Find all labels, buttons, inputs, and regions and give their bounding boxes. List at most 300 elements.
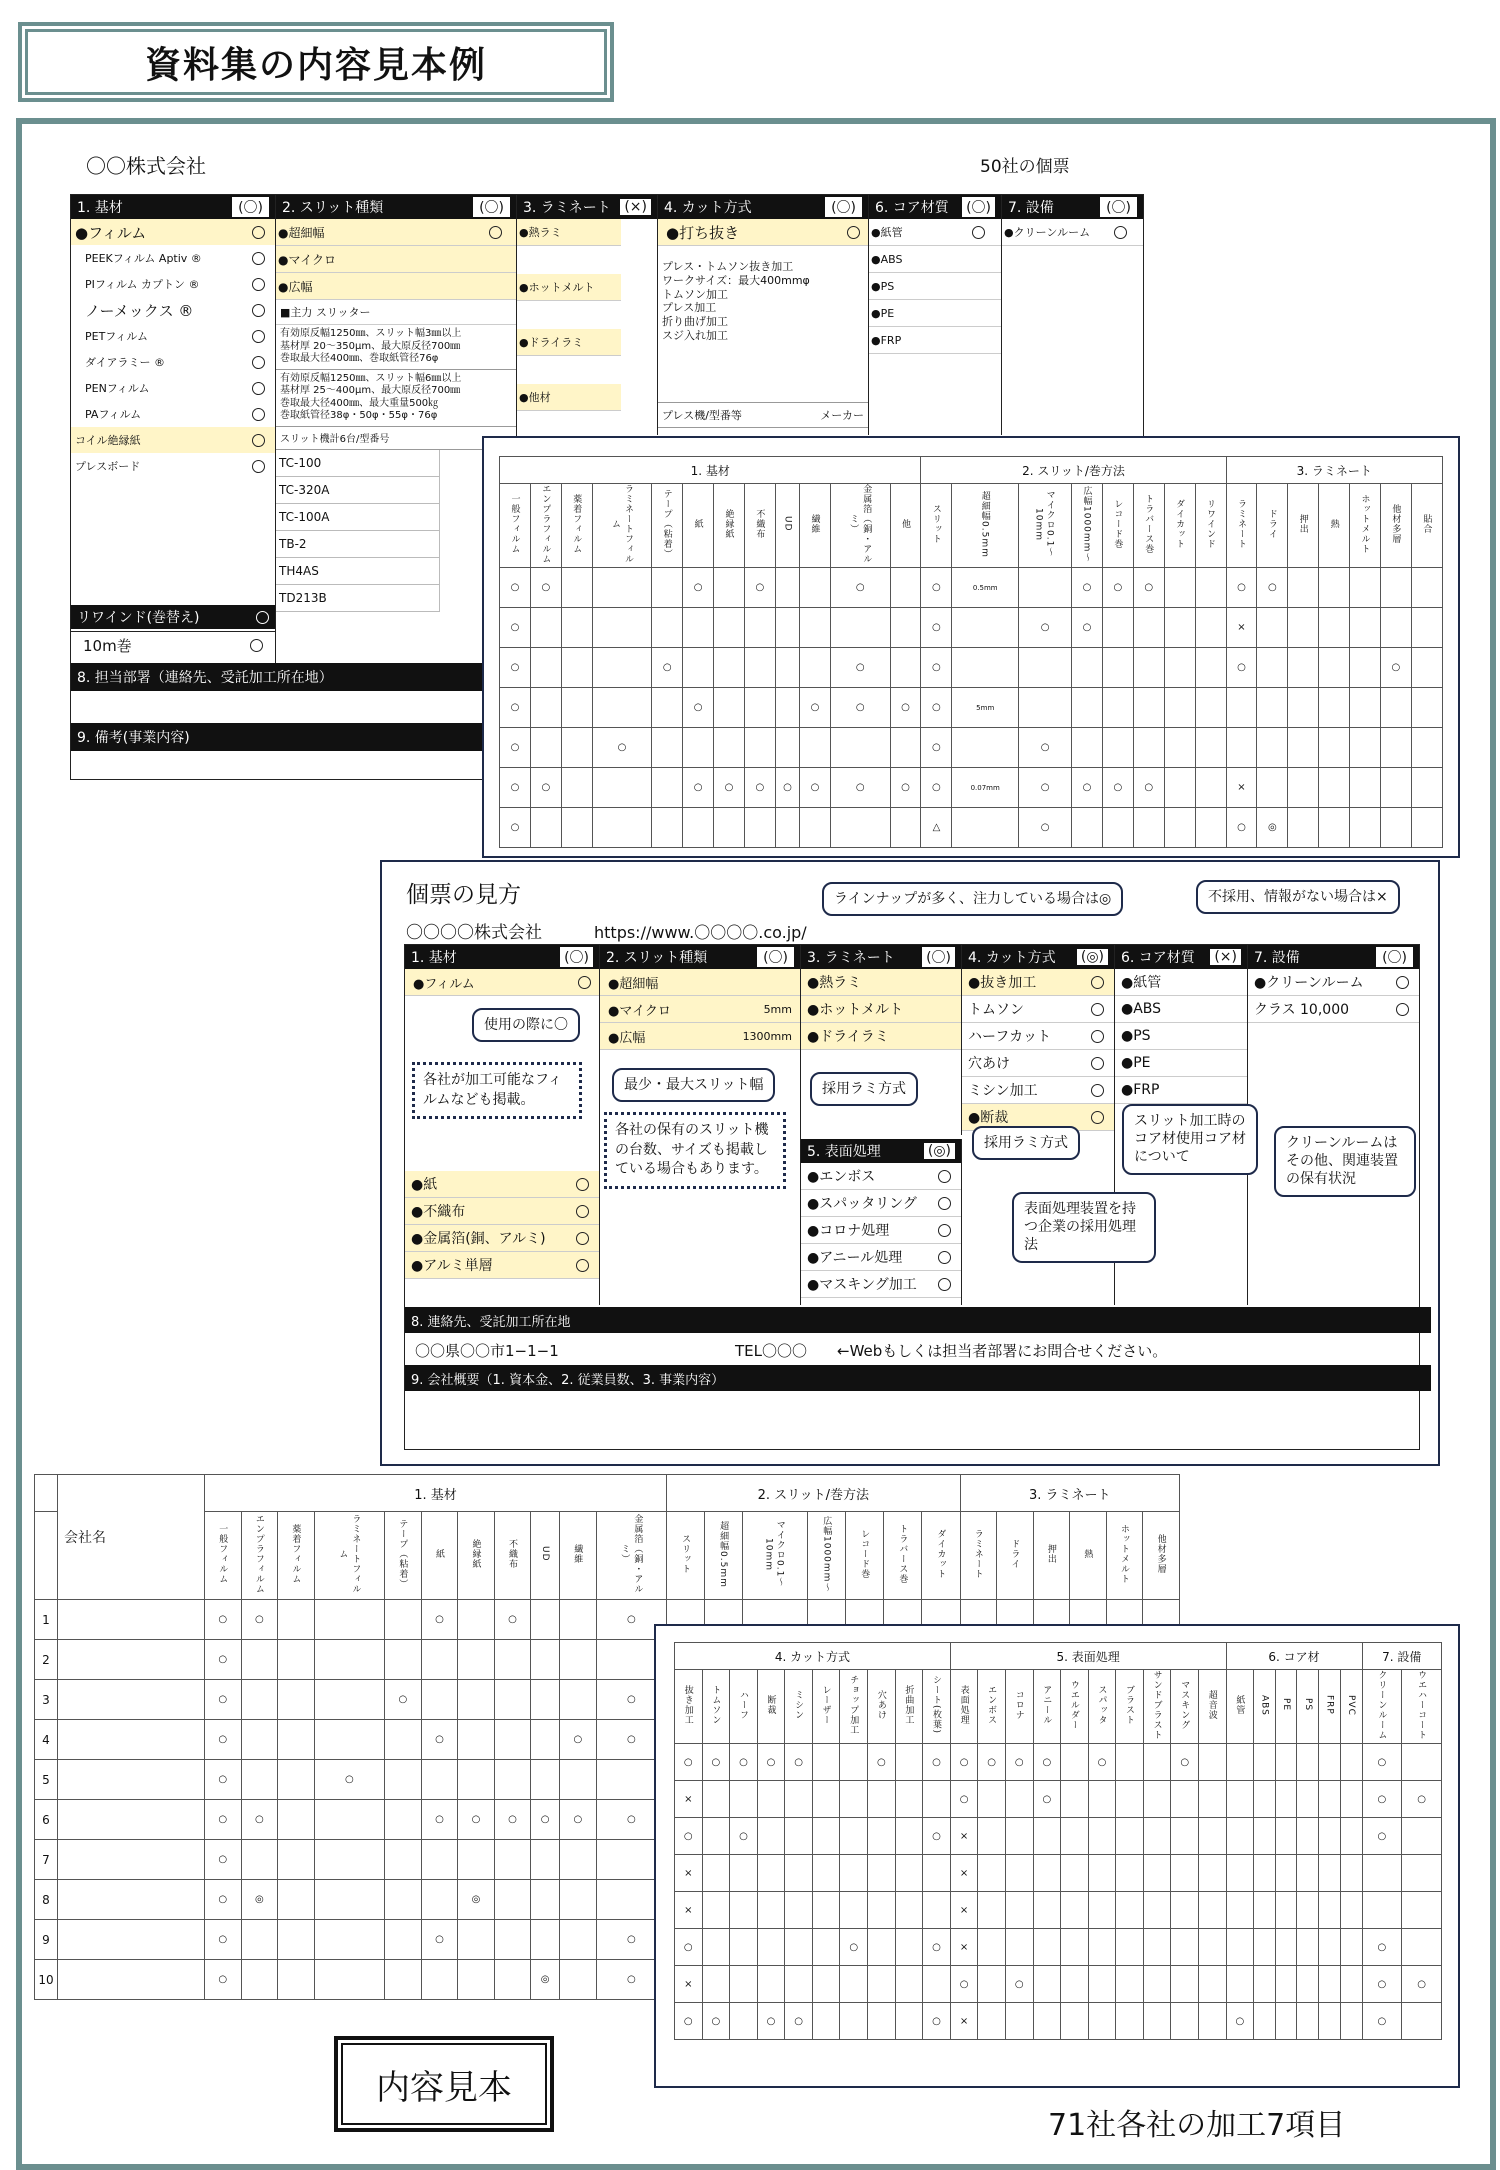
col6-items — [869, 219, 1001, 354]
grid1-cell — [1133, 688, 1164, 728]
grid1-cell — [714, 688, 745, 728]
grid3-cell — [1005, 1818, 1033, 1855]
grid3-cell: ○ — [675, 1744, 703, 1781]
grid3-cell — [1402, 1855, 1442, 1892]
grid3-cell — [1198, 1744, 1226, 1781]
grid2-col-label: UD — [540, 1546, 551, 1562]
g2-item0: ●超細幅 — [608, 976, 659, 992]
grid1-cell — [1019, 568, 1072, 608]
grid1-cell — [1164, 728, 1195, 768]
g3-items — [801, 969, 961, 1050]
col1-item-circle — [252, 226, 265, 239]
grid1-cell — [683, 728, 714, 768]
grid3-cell: ○ — [702, 2003, 730, 2040]
grid1-col-label: エンプラフィルム — [540, 484, 551, 564]
grid3-cell — [757, 1818, 785, 1855]
g2-item2: ●広幅 — [608, 1030, 646, 1046]
grid1-col-head — [775, 484, 799, 568]
col3-item — [517, 274, 621, 301]
grid3-cell — [1226, 1781, 1254, 1818]
grid1-cell: ○ — [500, 608, 531, 648]
g4-mark: (◎) — [1077, 949, 1108, 965]
grid1-cell — [1195, 648, 1226, 688]
col6-item-label: ●PE — [871, 306, 895, 320]
grid3-cell — [1362, 1855, 1402, 1892]
guide-tel: TEL〇〇〇 — [735, 1341, 807, 1360]
grid1-cell: ○ — [1133, 768, 1164, 808]
sheet1-col6 — [869, 195, 1002, 435]
grid3-cell — [1319, 1966, 1341, 2003]
grid2-col-head — [458, 1512, 495, 1600]
grid3-cell — [1254, 1966, 1276, 2003]
grid2-cell: ○ — [205, 1600, 242, 1640]
guide-address-row — [405, 1335, 1419, 1365]
grid3-cell: ○ — [840, 1929, 868, 1966]
grid3-cell: ○ — [950, 1966, 978, 2003]
grid3-cell — [1275, 2003, 1297, 2040]
grid2-cell: ○ — [596, 1800, 666, 1840]
grid1-cell: ○ — [830, 688, 890, 728]
grid3-col-head — [1116, 1670, 1144, 1744]
grid1-cell — [1411, 728, 1442, 768]
grid1-cell — [1411, 648, 1442, 688]
grid3-cell — [1275, 1929, 1297, 1966]
grid3-cell — [840, 1818, 868, 1855]
grid2-cell — [560, 1920, 597, 1960]
g-col1-circle — [576, 1259, 589, 1272]
grid2-row-num: 5 — [35, 1760, 58, 1800]
grid3-cell — [1116, 1781, 1144, 1818]
grid2-col-label: 超細幅0.5mm — [718, 1520, 729, 1588]
grid1-col-head — [1164, 484, 1195, 568]
grid3-cell — [978, 1966, 1006, 2003]
grid3-cell — [1275, 1966, 1297, 2003]
grid2-cell — [278, 1960, 315, 2000]
grid3-cell — [895, 1744, 923, 1781]
grid3-cell — [730, 1781, 758, 1818]
grid2-cell — [241, 1840, 278, 1880]
g-col5-item — [801, 1244, 961, 1271]
grid1-cell: ○ — [1226, 808, 1257, 848]
grid3-cell — [1088, 1781, 1116, 1818]
grid2-cell — [241, 1720, 278, 1760]
grid2-company — [58, 1760, 205, 1800]
grid1-cell — [1133, 728, 1164, 768]
grid1-col-head — [921, 484, 952, 568]
grid3-cell: ○ — [950, 1781, 978, 1818]
grid3-cell: ○ — [675, 2003, 703, 2040]
grid1-cell — [1319, 768, 1350, 808]
grid2-group-head: 3. ラミネート — [960, 1475, 1180, 1512]
grid1-col-head — [1288, 484, 1319, 568]
grid2-row-num: 10 — [35, 1960, 58, 2000]
grid3-cell — [812, 2003, 840, 2040]
g-col5-label: ●アニール処理 — [807, 1250, 903, 1266]
callout-core: スリット加工時のコア材使用コア材について — [1122, 1104, 1258, 1175]
grid3-col-head — [1061, 1670, 1089, 1744]
grid3-col-label: PVC — [1346, 1694, 1357, 1716]
col2-item — [276, 273, 516, 300]
grid1-col-head — [683, 484, 714, 568]
grid1-col-head — [800, 484, 831, 568]
grid3-cell — [812, 1892, 840, 1929]
grid1-col-label: 薬着フィルム — [571, 494, 582, 554]
guide-url: https://www.〇〇〇〇.co.jp/ — [594, 923, 807, 942]
grid2-cell — [421, 1960, 458, 2000]
grid2-col-label: 繊維 — [572, 1544, 583, 1564]
grid2-row-num: 6 — [35, 1800, 58, 1840]
grid1-cell — [683, 608, 714, 648]
grid3-cell — [1319, 1818, 1341, 1855]
grid2-cell: ○ — [205, 1760, 242, 1800]
grid3-cell — [1340, 1744, 1362, 1781]
grid2-cell — [494, 1760, 531, 1800]
grid1-col-label: 広幅1000mm〜 — [1081, 485, 1092, 563]
grid3-cell — [702, 1855, 730, 1892]
grid1-col-label: ラミネート — [1235, 499, 1246, 549]
grid2-cell — [458, 1840, 495, 1880]
callout-slit-machines: 各社の保有のスリット機の台数、サイズも掲載している場合もあります。 — [604, 1112, 786, 1189]
grid2-col-head — [241, 1512, 278, 1600]
grid1-cell — [1226, 728, 1257, 768]
grid2-company — [58, 1920, 205, 1960]
grid1-col-label: ホットメルト — [1359, 494, 1370, 554]
grid3-cell — [1143, 1744, 1171, 1781]
g2-wide-val: 1300mm — [742, 1029, 792, 1043]
machine-row — [276, 450, 440, 477]
g-col4-item — [962, 1023, 1114, 1050]
grid3-cell: × — [675, 1892, 703, 1929]
grid3-cell: ○ — [1362, 1744, 1402, 1781]
grid2-cell — [278, 1840, 315, 1880]
col6-item-label: ●PS — [871, 279, 895, 293]
g-col4-item — [962, 1077, 1114, 1104]
col2-item — [276, 219, 516, 246]
grid3-cell — [1198, 1781, 1226, 1818]
grid1-cell — [1164, 688, 1195, 728]
grid2-cell: ○ — [596, 1600, 666, 1640]
callout-clean: クリーンルームはその他、関連装置の保有状況 — [1274, 1126, 1416, 1197]
grid2-row-num: 3 — [35, 1680, 58, 1720]
grid2-row-num: 8 — [35, 1880, 58, 1920]
col3-mark: (×) — [620, 199, 651, 215]
grid3-cell: ○ — [785, 1744, 813, 1781]
grid2-cell — [458, 1600, 495, 1640]
grid3-cell — [1254, 1929, 1276, 1966]
grid2-cell — [278, 1640, 315, 1680]
grid2-group-head: 1. 基材 — [205, 1475, 667, 1512]
g-col3-label: ●熱ラミ — [807, 975, 862, 991]
callout-cut: 採用ラミ方式 — [972, 1126, 1080, 1160]
grid3-col-label: 超音波 — [1206, 1690, 1217, 1720]
sheet1-sec8: 8. 担当部署（連絡先、受託加工所在地） — [71, 663, 1144, 691]
grid2-col-label: 不織布 — [507, 1539, 518, 1569]
g-col7-label: ●クリーンルーム — [1254, 975, 1364, 991]
grid3-cell — [1226, 1966, 1254, 2003]
g-col4-label: トムソン — [968, 1002, 1024, 1018]
g-col6-item — [1115, 1023, 1247, 1050]
col2-item-label: ●マイクロ — [278, 252, 336, 267]
grid2-cell — [278, 1720, 315, 1760]
g-col1-label: ●金属箔(銅、アルミ) — [411, 1231, 546, 1247]
grid1-cell — [714, 808, 745, 848]
grid3-cell — [895, 1966, 923, 2003]
grid3-cell — [1402, 1818, 1442, 1855]
grid1-cell — [952, 728, 1019, 768]
col1-item-circle — [252, 408, 265, 421]
grid2-cell — [314, 1960, 384, 2000]
col3-item — [517, 384, 621, 411]
grid1-cell — [1164, 648, 1195, 688]
grid1-group-head: 2. スリット/巻方法 — [921, 457, 1226, 484]
grid2-cell: ○ — [421, 1720, 458, 1760]
grid1-col-head — [1133, 484, 1164, 568]
grid3-cell — [868, 1929, 896, 1966]
grid3-cell — [1143, 1892, 1171, 1929]
machine-row — [276, 558, 440, 585]
grid3-cell — [1198, 1818, 1226, 1855]
grid3-col-head — [895, 1670, 923, 1744]
col1-item — [71, 349, 275, 375]
grid3-col-label: マスキング — [1179, 1680, 1190, 1730]
grid1-cell: ○ — [830, 648, 890, 688]
grid3-cell — [1116, 1929, 1144, 1966]
grid1-col-head — [1195, 484, 1226, 568]
col1-item-label: ●フィルム — [75, 223, 147, 242]
grid3-cell — [730, 1855, 758, 1892]
grid3-col-label: ウエルダー — [1068, 1680, 1079, 1730]
grid3-row — [675, 1892, 1442, 1929]
g2-mark: (〇) — [757, 947, 794, 967]
grid3-col-label: 紙管 — [1234, 1695, 1245, 1715]
grid1-cell — [1319, 568, 1350, 608]
grid3-cell — [1061, 1929, 1089, 1966]
grid3-col-head — [675, 1670, 703, 1744]
grid1-cell — [714, 568, 745, 608]
grid1-group-head: 3. ラミネート — [1226, 457, 1443, 484]
grid3-cell: ○ — [675, 1818, 703, 1855]
col1-item-circle — [252, 356, 265, 369]
grid1-cell: ○ — [830, 568, 890, 608]
col1-item-circle — [252, 434, 265, 447]
machines-head: スリット機計6台/型番号 — [280, 434, 390, 445]
grid2-cell — [560, 1880, 597, 1920]
grid3-cell — [1402, 1929, 1442, 1966]
grid1-cell — [530, 808, 561, 848]
grid1-cell — [1380, 608, 1411, 648]
grid1-col-label: 金属箔（銅・アルミ） — [848, 484, 872, 564]
grid3-pane — [654, 1624, 1460, 2088]
grid3-cell — [757, 1855, 785, 1892]
grid3-cell: ○ — [1402, 1781, 1442, 1818]
grid1-cell — [1133, 608, 1164, 648]
grid1-col-head — [952, 484, 1019, 568]
machine-row — [276, 477, 440, 504]
col3-head: 3. ラミネート — [523, 200, 611, 216]
grid1-cell — [652, 688, 683, 728]
g-col5-circle — [938, 1278, 951, 1291]
slitter-main: ■主力 スリッター — [276, 300, 516, 325]
grid2-company — [58, 1880, 205, 1920]
grid2-col-head — [846, 1512, 884, 1600]
g-col6-item — [1115, 1077, 1247, 1104]
grid3-col-label: PE — [1281, 1698, 1292, 1712]
guide-col7 — [1248, 945, 1419, 1305]
guide-col1 — [405, 945, 600, 1305]
grid1-cell — [800, 728, 831, 768]
grid3-cell — [978, 1855, 1006, 1892]
grid2-cell: ○ — [560, 1720, 597, 1760]
machine-model: TC-100A — [279, 509, 330, 524]
grid3-cell: ○ — [923, 1744, 951, 1781]
grid1-cell: ○ — [500, 648, 531, 688]
grid3-cell: ○ — [1402, 1966, 1442, 2003]
grid3-cell — [923, 1781, 951, 1818]
g-col6-label: ●PE — [1121, 1055, 1151, 1071]
grid1-group-head: 1. 基材 — [500, 457, 921, 484]
g-col4-circle — [1091, 976, 1104, 989]
grid1-cell: ○ — [1019, 728, 1072, 768]
grid1-cell — [1164, 568, 1195, 608]
grid3-cell — [868, 1892, 896, 1929]
grid3-cell: ○ — [1033, 1781, 1061, 1818]
g4-items — [962, 969, 1114, 1131]
grid1-col-label: UD — [782, 516, 793, 532]
grid3-cell — [1143, 1966, 1171, 2003]
col2-item — [276, 246, 516, 273]
grid1-cell — [1226, 688, 1257, 728]
grid3-col-head — [1254, 1670, 1276, 1744]
grid2-cell — [458, 1680, 495, 1720]
grid1-cell — [1411, 568, 1442, 608]
col1-item-label: PEEKフィルム Aptiv ® — [85, 252, 202, 265]
grid2-cell — [494, 1680, 531, 1720]
g-col4-circle — [1091, 1057, 1104, 1070]
col4-mark: (〇) — [825, 197, 862, 217]
grid1-cell — [1288, 568, 1319, 608]
col1-item-circle — [252, 278, 265, 291]
col1-item-circle — [252, 330, 265, 343]
grid1-cell: ○ — [830, 768, 890, 808]
grid1-cell: ○ — [683, 688, 714, 728]
g2-micro-val: 5mm — [763, 1002, 792, 1016]
col6-item-label: ●ABS — [871, 252, 903, 266]
g-col1-item — [405, 1252, 599, 1279]
grid1-cell: ○ — [500, 728, 531, 768]
g2-head: 2. スリット種類 — [606, 950, 708, 966]
grid3-cell: ○ — [675, 1929, 703, 1966]
grid1-cell — [1380, 808, 1411, 848]
grid3-col-head — [1198, 1670, 1226, 1744]
grid3-cell — [1033, 1818, 1061, 1855]
grid1-cell — [1133, 648, 1164, 688]
grid3-col-label: コロナ — [1013, 1690, 1024, 1720]
grid1-row — [500, 568, 1443, 608]
g1-film: ●フィルム — [413, 976, 475, 992]
machine-model: TC-320A — [279, 482, 330, 497]
machine-row — [276, 531, 440, 558]
grid1-col-head — [1226, 484, 1257, 568]
grid2-cell — [531, 1840, 560, 1880]
grid3-cell: ○ — [1362, 1781, 1402, 1818]
grid3-cell — [1171, 1855, 1199, 1892]
grid1-cell: × — [1226, 608, 1257, 648]
grid3-cell — [1340, 2003, 1362, 2040]
grid3-cell — [1116, 1892, 1144, 1929]
grid2-cell: ○ — [205, 1960, 242, 2000]
grid2-col-head — [808, 1512, 846, 1600]
grid1-col-label: トラバース巻 — [1143, 494, 1154, 554]
guide-title: 個票の見方 — [406, 882, 521, 908]
grid3-cell — [730, 2003, 758, 2040]
grid3-cell — [895, 1781, 923, 1818]
grid1-cell: ◎ — [1257, 808, 1288, 848]
col3-item-label: ●ホットメルト — [519, 281, 595, 294]
grid2-cell — [278, 1680, 315, 1720]
grid1-cell: ○ — [744, 568, 775, 608]
grid3-cell: ○ — [1033, 1744, 1061, 1781]
grid1-cell — [1288, 648, 1319, 688]
grid2-cell — [241, 1760, 278, 1800]
grid1-cell — [1102, 608, 1133, 648]
col1-item-label: ノーメックス ® — [85, 301, 194, 320]
grid3-cell — [1061, 1744, 1089, 1781]
grid3-col-head — [1340, 1670, 1362, 1744]
grid3-col-head — [1226, 1670, 1254, 1744]
grid3-col-label: ABS — [1259, 1694, 1270, 1716]
grid3-cell — [840, 1781, 868, 1818]
grid1-cell — [1350, 688, 1381, 728]
g-col6-label: ●PS — [1121, 1028, 1151, 1044]
grid1-col-head — [561, 484, 592, 568]
grid3-col-label: 抜き加工 — [682, 1685, 693, 1725]
grid3-cell — [1005, 2003, 1033, 2040]
grid3-cell — [757, 1929, 785, 1966]
grid3-cell — [1340, 1855, 1362, 1892]
grid2-cell — [531, 1720, 560, 1760]
grid3-cell — [895, 2003, 923, 2040]
grid1-col-label: 他材多層 — [1390, 504, 1401, 544]
grid1-cell — [890, 608, 921, 648]
grid3-cell — [1171, 2003, 1199, 2040]
grid2-cell — [278, 1800, 315, 1840]
grid1-cell: 0.5mm — [952, 568, 1019, 608]
grid3-cell — [1319, 1929, 1341, 1966]
grid3-col-head — [812, 1670, 840, 1744]
grid2-cell — [421, 1840, 458, 1880]
g1-items — [405, 1171, 599, 1279]
grid3-cell — [978, 1818, 1006, 1855]
grid3-cell — [1088, 1818, 1116, 1855]
grid1-cell — [890, 728, 921, 768]
grid3-cell — [702, 1892, 730, 1929]
grid3-cell: ○ — [730, 1818, 758, 1855]
g4-head: 4. カット方式 — [968, 950, 1056, 966]
grid2-cell: ○ — [205, 1800, 242, 1840]
grid2-cell: ○ — [494, 1600, 531, 1640]
grid2-row-num: 1 — [35, 1600, 58, 1640]
grid1-col-head — [714, 484, 745, 568]
grid3-cell — [868, 1781, 896, 1818]
g1-film-circle — [578, 976, 591, 989]
grid1-col-label: スリット — [930, 504, 941, 544]
grid3-cell — [1171, 1892, 1199, 1929]
grid2-cell — [421, 1680, 458, 1720]
col6-item-label: ●紙管 — [871, 226, 903, 239]
grid3-cell — [1116, 1855, 1144, 1892]
callout-no-adopt: 不採用、情報がない場合は× — [1196, 880, 1400, 914]
grid2-cell: ◎ — [531, 1960, 560, 2000]
